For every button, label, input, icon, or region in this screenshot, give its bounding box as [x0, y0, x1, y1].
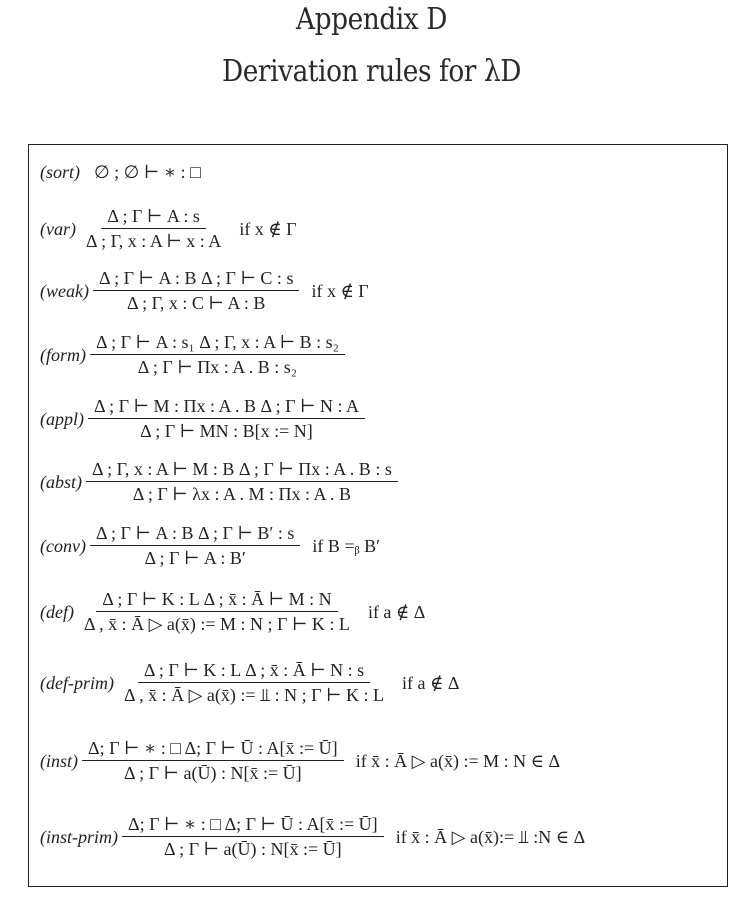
rule-name: (inst-prim)	[40, 826, 118, 847]
rule-fraction	[90, 332, 345, 378]
rule-condition: if x̄ : Ā ▷ a(x̄) := M : N ∈ Δ	[355, 750, 561, 771]
rule-def	[40, 589, 425, 635]
rule-abst	[40, 459, 398, 505]
rule-conv	[40, 523, 380, 569]
rule-premise: Δ ; Γ ⊢ M : Πx : A . B Δ ; Γ ⊢ N : A	[88, 396, 365, 419]
rule-premise: Δ; Γ ⊢ ∗ : □ Δ; Γ ⊢ Ū : A[x̄ := Ū]	[82, 738, 344, 761]
rule-condition: if x̄ : Ā ▷ a(x̄):= ⫫ :N ∈ Δ	[395, 826, 586, 847]
rule-premise: Δ ; Γ ⊢ A : B Δ ; Γ ⊢ C : s	[93, 268, 299, 291]
rule-fraction	[90, 523, 300, 569]
rule-conclusion: Δ ; Γ ⊢ MN : B[x := N]	[140, 421, 313, 441]
rule-premise: Δ ; Γ ⊢ K : L Δ ; x̄ : Ā ⊢ N : s	[138, 660, 370, 683]
rule-form	[40, 332, 345, 378]
rule-name: (abst)	[40, 471, 82, 492]
rule-appl	[40, 396, 365, 442]
rule-def-prim	[40, 660, 459, 706]
rule-fraction	[118, 660, 390, 706]
rule-premise: Δ; Γ ⊢ ∗ : □ Δ; Γ ⊢ Ū : A[x̄ := Ū]	[122, 814, 384, 837]
rule-condition: if a ∉ Δ	[367, 601, 426, 622]
rule-name: (weak)	[40, 280, 89, 301]
rule-conclusion: Δ ; Γ ⊢ a(Ū) : N[x̄ := Ū]	[124, 763, 302, 783]
rule-name: (def)	[40, 601, 74, 622]
rule-premise: Δ ; Γ, x : A ⊢ M : B Δ ; Γ ⊢ Πx : A . B : s	[86, 459, 398, 482]
rule-weak	[40, 268, 369, 314]
appendix-title: Appendix D	[296, 2, 447, 37]
rule-condition: if x ∉ Γ	[311, 280, 369, 301]
rule-fraction	[78, 589, 356, 635]
rule-fraction	[86, 459, 398, 505]
rule-condition: if a ∉ Δ	[402, 672, 460, 693]
rule-fraction	[88, 396, 365, 442]
rule-fraction	[80, 206, 227, 252]
rule-conclusion: Δ , x̄ : Ā ▷ a(x̄) := M : N ; Γ ⊢ K : L	[83, 614, 350, 634]
rule-fraction	[82, 738, 344, 784]
rule-inst-prim	[40, 814, 585, 860]
rule-name: (var)	[40, 218, 76, 239]
rule-name: (sort)	[40, 162, 80, 182]
rule-fraction	[122, 814, 384, 860]
rule-conclusion: Δ ; Γ ⊢ λx : A . M : Πx : A . B	[132, 484, 352, 504]
rule-name: (conv)	[40, 535, 86, 556]
rule-conclusion: Δ ; Γ ⊢ a(Ū) : N[x̄ := Ū]	[164, 839, 342, 859]
rule-name: (def-prim)	[40, 672, 114, 693]
rule-condition: if x ∉ Γ	[239, 218, 297, 239]
rule-premise: Δ ; Γ ⊢ A : s₁ Δ ; Γ, x : A ⊢ B : s₂	[90, 332, 345, 355]
rule-inst	[40, 738, 560, 784]
rule-premise: Δ ; Γ ⊢ K : L Δ ; x̄ : Ā ⊢ M : N	[96, 589, 337, 612]
rule-conclusion: Δ ; Γ, x : A ⊢ x : A	[85, 231, 222, 251]
rule-conclusion: Δ ; Γ, x : C ⊢ A : B	[127, 293, 266, 313]
rule-conclusion: Δ , x̄ : Ā ▷ a(x̄) := ⫫ : N ; Γ ⊢ K : L	[123, 685, 385, 705]
rule-var	[40, 206, 297, 252]
rule-conclusion: Δ ; Γ ⊢ A : B′	[144, 548, 246, 568]
rule-name: (form)	[40, 344, 86, 365]
rule-name: (appl)	[40, 408, 84, 429]
section-subtitle: Derivation rules for λD	[222, 54, 521, 89]
rule-condition: if B =ᵦ B′	[312, 535, 381, 556]
rule-name: (inst)	[40, 750, 78, 771]
rule-conclusion: Δ ; Γ ⊢ Πx : A . B : s₂	[137, 357, 298, 377]
rule-conclusion: ∅ ; ∅ ⊢ ∗ : □	[94, 162, 201, 182]
rule-fraction	[93, 268, 299, 314]
rule-premise: Δ ; Γ ⊢ A : B Δ ; Γ ⊢ B′ : s	[90, 523, 300, 546]
rule-premise: Δ ; Γ ⊢ A : s	[101, 206, 205, 229]
rule-sort	[40, 162, 201, 183]
